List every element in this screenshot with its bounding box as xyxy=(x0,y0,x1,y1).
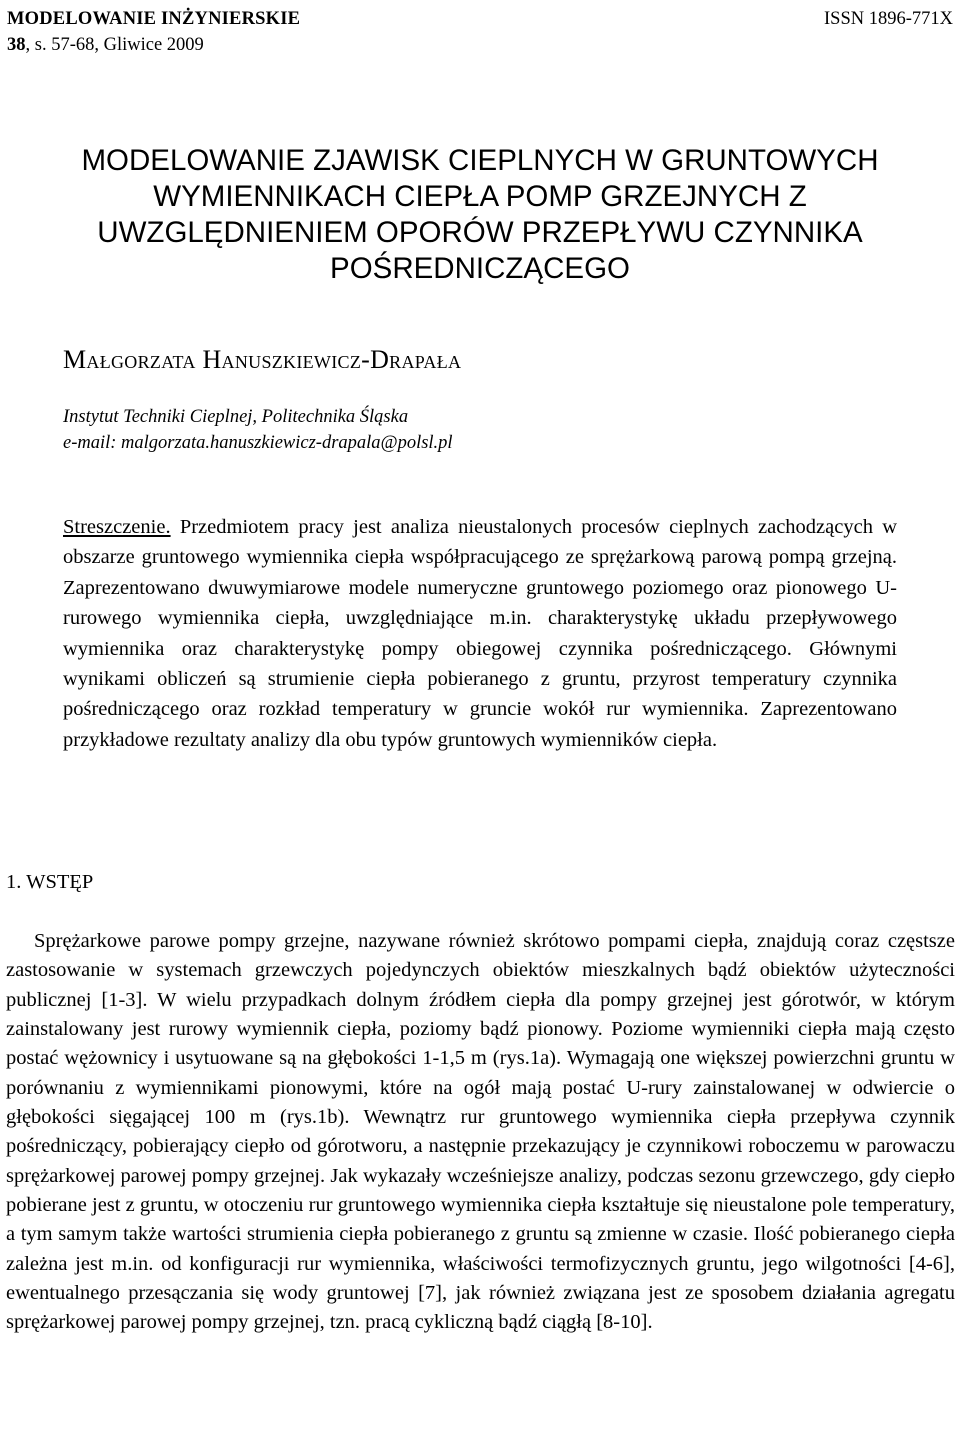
title-line: WYMIENNIKACH CIEPŁA POMP GRZEJNYCH Z xyxy=(153,180,807,213)
issue-info xyxy=(7,32,953,58)
paper-title xyxy=(20,143,940,287)
author-affiliation-block xyxy=(63,404,453,456)
author-name: Małgorzata Hanuszkiewicz-Drapała xyxy=(63,345,462,374)
abstract-label: Streszczenie. xyxy=(63,516,171,538)
issn: ISSN 1896-771X xyxy=(824,9,953,29)
issue-number: 38 xyxy=(7,35,26,55)
author-email: e-mail: malgorzata.hanuszkiewicz-drapala@polsl.pl xyxy=(63,433,453,453)
abstract xyxy=(63,512,897,755)
title-line: POŚREDNICZĄCEGO xyxy=(330,252,630,285)
body-paragraph: Sprężarkowe parowe pompy grzejne, nazywane również skrótowo pompami ciepła, znajdują coraz częstsze zastosowanie w systemach grzewczych pojedynczych obiektów mieszkalnych bądź obiektów użyteczności publicznej [1-3]. W wielu przypadkach dolnym źródłem ciepła dla pompy grzejnej jest górotwór, w którym zainstalowany jest rurowy wymiennik ciepła, poziomy bądź pionowy. Poziome wymienniki ciepła mają często postać wężownicy i usytuowane są na głębokości 1-1,5 m (rys.1a). Wymagają one większej powierzchni gruntu w porównaniu z wymiennikami pionowymi, które na ogół mają postać U-rury zainstalowanej w odwiercie o głębokości sięgającej 100 m (rys.1b). Wewnątrz rur gruntowego wymiennika ciepła przepływa czynnik pośredniczący, pobierający ciepło od górotworu, a następnie przekazujący je czynnikowi roboczemu w parowaczu sprężarkowej parowej pompy grzejnej. Jak wykazały wcześniejsze analizy, podczas sezonu grzewczego, gdy ciepło pobierane jest z gruntu, w otoczeniu rur gruntowego wymiennika ciepła kształtuje się nieustalone pole temperatury, a tym samym także wartości strumienia ciepła pobieranego z gruntu są zmienne w czasie. Ilość pobieranego ciepła zależna jest m.in. od konfiguracji rur wymiennika, właściwości termofizycznych gruntu, jego wilgotności [4-6], ewentualnego przesączania się wody gruntowej [7], jak również związana jest ze sposobem działania agregatu sprężarkowej parowej pompy grzejnej, tzn. pracą cykliczną bądź ciągłą [8-10]. xyxy=(6,930,955,1334)
journal-name: MODELOWANIE INŻYNIERSKIE xyxy=(7,9,301,29)
running-header xyxy=(7,6,953,58)
affiliation: Instytut Techniki Cieplnej, Politechnika Śląska xyxy=(63,407,409,427)
abstract-text: Przedmiotem pracy jest analiza nieustalonych procesów cieplnych zachodzących w obszarze gruntowego wymiennika ciepła współpracującego ze sprężarkową parową pompą grzejną. Zaprezentowano dwuwymiarowe modele numeryczne gruntowego poziomego oraz pionowego U-rurowego wymiennika ciepła, uwzględniające m.in. charakterystykę układu przepływowego wymiennika oraz charakterystykę pompy obiegowej czynnika pośredniczącego. Głównymi wynikami obliczeń są strumienie ciepła pobieranego z gruntu, przyrost temperatury czynnika pośredniczącego oraz rozkład temperatury w gruncie wokół rur wymiennika. Zaprezentowano przykładowe rezultaty analizy dla obu typów gruntowych wymienników ciepła. xyxy=(63,516,897,751)
issue-pages-place-year: , s. 57-68, Gliwice 2009 xyxy=(25,35,204,55)
title-line: MODELOWANIE ZJAWISK CIEPLNYCH W GRUNTOWYCH xyxy=(81,144,879,177)
title-line: UWZGLĘDNIENIEM OPORÓW PRZEPŁYWU CZYNNIKA xyxy=(97,216,863,249)
section-heading: 1. WSTĘP xyxy=(6,871,94,893)
